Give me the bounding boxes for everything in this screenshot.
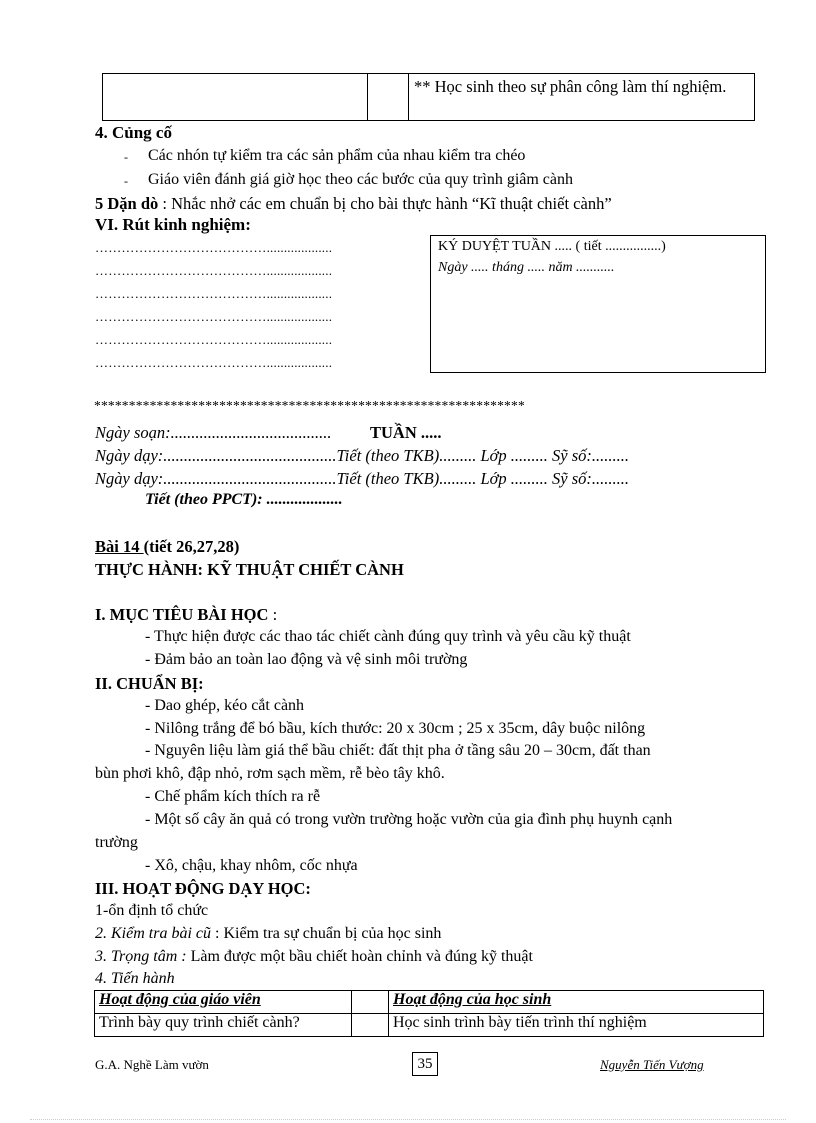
activity-row1-student	[389, 1014, 764, 1037]
star-separator: **************************************************************	[94, 398, 525, 413]
ky-duyet-line-1: KÝ DUYỆT TUẦN ..... ( tiết ................)	[438, 239, 666, 254]
page-edge-divider	[30, 1119, 786, 1120]
top-table-cell-2	[368, 74, 409, 121]
rkn-dot-line-3: …………………………………...................	[95, 286, 333, 301]
hoat-dong-heading: III. HOẠT ĐỘNG DẠY HỌC:	[95, 879, 311, 898]
rkn-dot-line-2: …………………………………...................	[95, 263, 333, 278]
ky-duyet-box	[430, 235, 766, 373]
cung-co-bullet-1: -	[124, 150, 128, 164]
kiem-tra-bai-cu	[95, 925, 441, 943]
tien-hanh: 4. Tiến hành	[95, 970, 175, 987]
cung-co-bullet-2: -	[124, 174, 128, 188]
top-table-cell-3	[409, 74, 755, 121]
chuan-bi-item-5a: - Một số cây ăn quả có trong vườn trường hoặc vườn của gia đình phụ huynh cạnh	[145, 811, 673, 828]
chuan-bi-item-3a: - Nguyên liệu làm giá thể bầu chiết: đất thịt pha ở tầng sâu 20 – 30cm, đất than	[145, 742, 651, 759]
muc-tieu-item-2: - Đảm bảo an toàn lao động và vệ sinh môi trường	[145, 651, 468, 668]
trong-tam	[95, 948, 533, 966]
top-table-cell-1	[103, 74, 368, 121]
footer-left: G.A. Nghề Làm vườn	[95, 1057, 209, 1072]
activity-row1-teacher	[95, 1014, 352, 1037]
rkn-dot-line-4: …………………………………...................	[95, 309, 333, 324]
dan-do-text: : Nhắc nhở các em chuẩn bị cho bài thực hành “Kĩ thuật chiết cành”	[158, 194, 612, 213]
ngay-day-2: Ngày dạy:..........................................Tiết (theo TKB)......... Lớp ......... Sỹ số:.........	[95, 469, 630, 488]
top-table	[102, 73, 755, 121]
muc-tieu-heading	[95, 605, 277, 625]
activity-row1-teacher-text: Trình bày quy trình chiết cành?	[99, 1014, 300, 1031]
rkn-dot-line-1: …………………………………...................	[95, 240, 333, 255]
tuan: TUẦN .....	[370, 423, 442, 442]
trong-tam-text: Làm được một bầu chiết hoàn chỉnh và đúng kỹ thuật	[186, 948, 533, 965]
chuan-bi-item-3b: bùn phơi khô, đập nhỏ, rơm sạch mềm, rễ bèo tây khô.	[95, 765, 445, 782]
activity-row1-student-text: Học sinh trình bày tiến trình thí nghiệm	[393, 1014, 647, 1031]
kiem-tra-label: 2. Kiểm tra bài cũ	[95, 925, 211, 942]
activity-row1-gap	[352, 1014, 389, 1037]
chuan-bi-item-4: - Chế phẩm kích thích ra rễ	[145, 788, 321, 805]
rut-kinh-nghiem-heading: VI. Rút kinh nghiệm:	[95, 215, 251, 234]
lesson-bai: Bài 14	[95, 537, 144, 556]
dan-do-label: 5 Dặn dò	[95, 194, 159, 213]
chuan-bi-heading: II. CHUẨN BỊ:	[95, 674, 204, 693]
lesson-title: THỰC HÀNH: KỸ THUẬT CHIẾT CÀNH	[95, 560, 404, 579]
activity-table	[94, 990, 764, 1037]
lesson-tiet: (tiết 26,27,28)	[143, 537, 240, 556]
footer-right: Nguyễn Tiến Vượng	[600, 1057, 704, 1072]
rkn-dot-line-5: …………………………………...................	[95, 332, 333, 347]
cung-co-item-1: Các nhón tự kiểm tra các sản phẩm của nhau kiểm tra chéo	[148, 147, 526, 164]
lesson-number	[95, 537, 239, 557]
trong-tam-label: 3. Trọng tâm :	[95, 948, 187, 965]
activity-table-header-row	[95, 991, 764, 1014]
activity-header-student	[389, 991, 764, 1014]
chuan-bi-item-1: - Dao ghép, kéo cắt cành	[145, 697, 305, 714]
chuan-bi-item-2: - Nilông trắng để bó bầu, kích thước: 20 x 30cm ; 25 x 35cm, dây buộc nilông	[145, 720, 646, 737]
activity-header-teacher	[95, 991, 352, 1014]
table-row	[95, 1014, 764, 1037]
ngay-soan: Ngày soạn:.......................................	[95, 423, 332, 442]
muc-tieu-heading-suffix: :	[268, 605, 278, 624]
tiet-ppct: Tiết (theo PPCT): ...................	[145, 491, 343, 508]
activity-header-gap	[352, 991, 389, 1014]
chuan-bi-item-6: - Xô, chậu, khay nhôm, cốc nhựa	[145, 857, 358, 874]
ky-duyet-line-2: Ngày ..... tháng ..... năm ...........	[438, 260, 615, 275]
kiem-tra-text: : Kiểm tra sự chuẩn bị của học sinh	[211, 925, 442, 942]
ngay-day-1: Ngày dạy:..........................................Tiết (theo TKB)......... Lớp ......... Sỹ số:.........	[95, 446, 630, 465]
activity-header-teacher-text: Hoạt động của giáo viên	[99, 991, 261, 1008]
on-dinh: 1-ổn định tổ chức	[95, 902, 209, 919]
cung-co-heading: 4. Củng cố	[95, 123, 172, 142]
activity-header-student-text: Hoạt động của học sinh	[393, 991, 552, 1008]
cung-co-item-2: Giáo viên đánh giá giờ học theo các bước của quy trình giâm cành	[148, 171, 574, 188]
top-table-cell-text: ** Học sinh theo sự phân công làm thí nghiệm.	[414, 77, 727, 96]
muc-tieu-item-1: - Thực hiện được các thao tác chiết cành đúng quy trình và yêu cầu kỹ thuật	[145, 628, 631, 645]
rkn-dot-line-6: …………………………………...................	[95, 355, 333, 370]
dan-do	[95, 194, 612, 214]
footer-page-number: 35	[412, 1052, 438, 1076]
muc-tieu-heading-text: I. MỤC TIÊU BÀI HỌC	[95, 605, 269, 624]
chuan-bi-item-5b: trường	[95, 834, 138, 851]
